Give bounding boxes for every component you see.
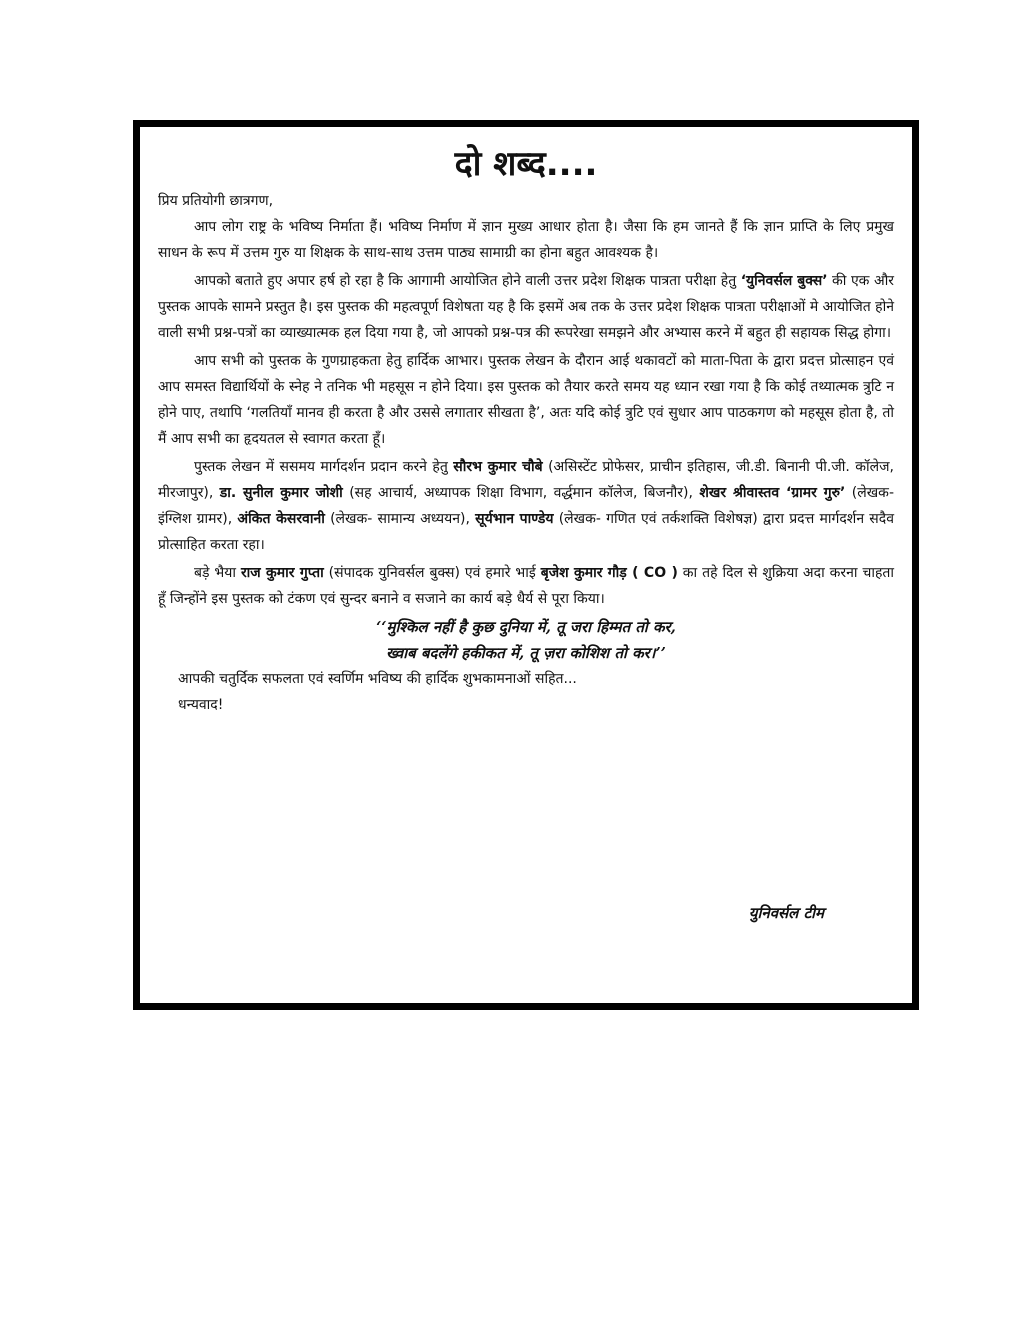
paragraph-2-text-c: की एक और पुस्तक आपके सामने प्रस्तुत है। इस पुस्तक की महत्वपूर्ण विशेषता यह है कि इसमें अब तक के उत्तर प्रदेश शिक्षक पात्रता परीक्षाओं मे आयोजित होने वाली सभी प्रश्न-पत्रों का व्याख्यात्मक हल दिया गया है, जो आपको प्रश्न-पत्र की रूपरेखा समझने और अभ्यास करने में बहुत ही सहायक सिद्ध होगा। <box>158 273 894 341</box>
signature: युनिवर्सल टीम <box>748 904 824 922</box>
contributor-name: सूर्यभान पाण्डेय <box>475 511 554 527</box>
closing-wishes: आपकी चतुर्दिक सफलता एवं स्वर्णिम भविष्य की हार्दिक शुभकामनाओं सहित... <box>178 671 577 687</box>
paragraph-4-text: (असिस्टेंट प्रोफेसर, प्राचीन इतिहास, जी.डी. बिनानी पी.जी. कॉलेज, मीरजापुर), <box>158 459 894 501</box>
paragraph-2 <box>158 268 894 346</box>
document-body <box>158 127 894 1003</box>
paragraph-3: आप सभी को पुस्तक के गुणग्राहकता हेतु हार्दिक आभार। पुस्तक लेखन के दौरान आई थकावटों को माता-पिता के द्वारा प्रदत्त प्रोत्साहन एवं आप समस्त विद्यार्थियों के स्नेह ने तनिक भी महसूस न होने दिया। इस पुस्तक को तैयार करते समय यह ध्यान रखा गया है कि कोई तथ्यात्मक त्रुटि न होने पाए, तथापि ‘गलतियाँ मानव ही करता है और उससे लगातार सीखता है’, अतः यदि कोई त्रुटि एवं सुधार आप पाठकगण को महसूस होता है, तो मैं आप सभी का हृदयतल से स्वागत करता हूँ। <box>158 353 895 447</box>
salutation: प्रिय प्रतियोगी छात्रगण, <box>158 193 274 209</box>
paragraph-5-text: बड़े भैया <box>194 565 241 581</box>
typist-name: बृजेश कुमार गौड़ ( CO ) <box>540 565 678 581</box>
page-title: दो शब्द.... <box>454 144 598 184</box>
contributor-name: डा. सुनील कुमार जोशी <box>219 485 343 501</box>
paragraph-5-text: (संपादक युनिवर्सल बुक्स) एवं हमारे भाई <box>323 565 541 581</box>
closing-thanks: धन्यवाद! <box>178 697 224 713</box>
editor-name: राज कुमार गुप्ता <box>240 565 324 581</box>
paragraph-4-text: (लेखक- इंग्लिश ग्रामर), <box>158 485 894 527</box>
poem-line-1: ‘‘मुश्किल नहीं है कुछ दुनिया में, तू जरा हिम्मत तो कर, <box>376 618 676 636</box>
paragraph-4 <box>158 454 894 558</box>
contributor-name: शेखर श्रीवास्तव ‘ग्रामर गुरु’ <box>699 485 846 501</box>
book-name: ‘युनिवर्सल बुक्स’ <box>740 273 828 289</box>
paragraph-5-text: का तहे दिल से शुक्रिया अदा करना चाहता हूँ जिन्होंने इस पुस्तक को टंकण एवं सुन्दर बनाने व सजाने का कार्य बड़े धैर्य से पूरा किया। <box>158 565 894 607</box>
poem-quote <box>158 614 894 666</box>
poem-line-2: ख्वाब बदलेंगे हकीकत में, तू ज़रा कोशिश तो कर।’’ <box>386 644 666 662</box>
paragraph-2-text-a: आपको बताते हुए अपार हर्ष हो रहा है कि आगामी आयोजित होने वाली उत्तर प्रदेश शिक्षक पात्रता परीक्षा हेतु <box>194 273 741 289</box>
contributor-name: अंकित केसरवानी <box>237 511 325 527</box>
paragraph-4-text: (लेखक- सामान्य अध्ययन), <box>324 511 476 527</box>
paragraph-1: आप लोग राष्ट्र के भविष्य निर्माता हैं। भविष्य निर्माण में ज्ञान मुख्य आधार होता है। जैसा कि हम जानते हैं कि ज्ञान प्राप्ति के लिए प्रमुख साधन के रूप में उत्तम गुरु या शिक्षक के साथ-साथ उत्तम पाठ्य सामाग्री का होना बहुत आवश्यक है। <box>158 219 894 261</box>
page-border <box>133 120 919 1010</box>
paragraph-4-text: पुस्तक लेखन में ससमय मार्गदर्शन प्रदान करने हेतु <box>194 459 454 475</box>
paragraph-4-text: (सह आचार्य, अध्यापक शिक्षा विभाग, वर्द्धमान कॉलेज, बिजनौर), <box>342 485 700 501</box>
contributor-name: सौरभ कुमार चौबे <box>453 459 543 475</box>
paragraph-4-text: (लेखक- गणित एवं तर्कशक्ति विशेषज्ञ) द्वारा प्रदत्त मार्गदर्शन सदैव प्रोत्साहित करता रहा। <box>158 511 894 553</box>
paragraph-5 <box>158 560 894 612</box>
